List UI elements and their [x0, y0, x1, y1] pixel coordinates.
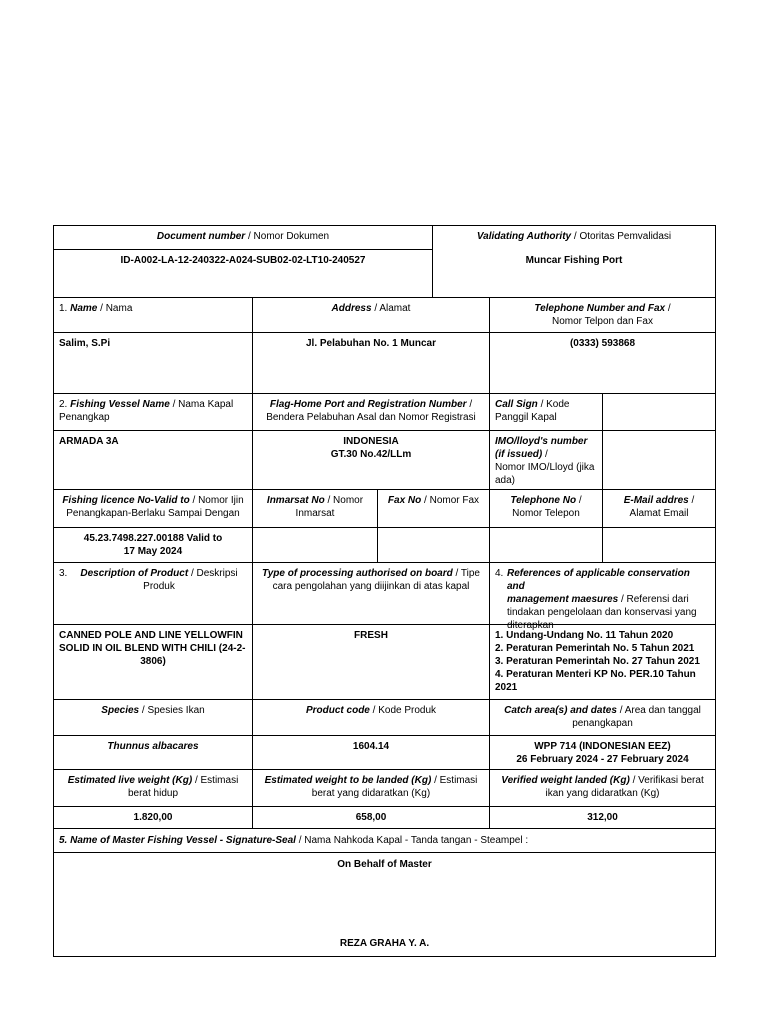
on-behalf-of-master: On Behalf of Master [337, 859, 432, 870]
product-code-value: 1604.14 [352, 741, 390, 752]
address-label-en: Address [331, 303, 372, 314]
species-label-id: / Spesies Ikan [141, 705, 205, 716]
references-label-id-2: tindakan pengelolaan dan konservasi yang [507, 607, 697, 618]
verified-weight-label-id-1: / Verifikasi berat [632, 775, 704, 786]
imo-label-id-2: Nomor IMO/Lloyd (jika [495, 462, 595, 473]
phone-fax-label-en: Telephone Number and Fax [534, 303, 666, 314]
flag-registration-label-en: Flag-Home Port and Registration Number [269, 399, 467, 410]
fax-label-en: Fax No [387, 495, 422, 506]
master-name: REZA GRAHA Y. A. [339, 938, 430, 949]
imo-label-en-2: (if issued) [495, 449, 543, 460]
flag-registration-label-slash: / [469, 399, 473, 410]
processing-type-value: FRESH [354, 630, 388, 641]
references-value [490, 626, 715, 699]
phone-fax-label-id: Nomor Telpon dan Fax [552, 316, 653, 327]
live-weight-label [54, 771, 252, 806]
live-weight-label-id-1: / Estimasi [194, 775, 239, 786]
processing-type-label-id-2: cara pengolahan yang diijinkan di atas kapal [272, 581, 470, 592]
section1-number: 1. [59, 303, 68, 314]
imo-label [490, 432, 602, 489]
reference-item: 2. Peraturan Pemerintah No. 5 Tahun 2021 [495, 643, 695, 654]
border-right [715, 225, 716, 957]
section2-number: 2. [59, 399, 68, 410]
product-description-label-en: Description of Product [80, 568, 189, 579]
catch-area-label-id-1: / Area dan tanggal [619, 705, 701, 716]
references-label-id-3: diterapkan [507, 620, 554, 631]
document-number-value: ID-A002-LA-12-240322-A024-SUB02-02-LT10-240527 [120, 255, 366, 266]
border-bottom [53, 956, 716, 957]
processing-type-label-en: Type of processing authorised on board [261, 568, 453, 579]
rule-licence-bottom [53, 562, 716, 563]
landed-weight-label-en: Estimated weight to be landed (Kg) [264, 775, 432, 786]
rule-col-d [602, 393, 603, 563]
document-number-label-id: / Nomor Dokumen [247, 231, 330, 242]
reference-item: 1. Undang-Undang No. 11 Tahun 2020 [495, 630, 674, 641]
fax-label [378, 491, 489, 527]
product-description-line-2: SOLID IN OIL BLEND WITH CHILI (24-2- [59, 643, 246, 654]
product-code-label [253, 701, 489, 735]
product-code-label-id: / Kode Produk [372, 705, 437, 716]
master-signature-label-en: 5. Name of Master Fishing Vessel - Signature-Seal [59, 835, 296, 846]
document-number-label-en: Document number [156, 231, 246, 242]
flag-registration-label-id: Bendera Pelabuhan Asal dan Nomor Registrasi [266, 412, 476, 423]
product-description-label [66, 564, 252, 624]
call-sign-label-id-2: Panggil Kapal [495, 412, 557, 423]
product-description-value [54, 626, 252, 699]
product-description-line-3: 3806) [140, 656, 166, 667]
telephone-label [490, 491, 602, 527]
processing-type-label-id-1: / Tipe [455, 568, 480, 579]
flag-value: INDONESIA [343, 436, 399, 447]
inmarsat-label-id-2: Inmarsat [295, 508, 335, 519]
rule-licence-label-bottom [53, 527, 716, 528]
reference-item: 3. Peraturan Pemerintah No. 27 Tahun 2021 [495, 656, 700, 667]
document-number-label [54, 227, 432, 249]
inmarsat-label-en: Inmarsat No [266, 495, 325, 506]
validating-authority-label [433, 227, 715, 249]
name-label [54, 299, 252, 332]
email-label-en: E-Mail addres [623, 495, 689, 506]
licence-label-id-1: / Nomor Ijin [192, 495, 244, 506]
call-sign-label-id-1: / Kode [540, 399, 570, 410]
landed-weight-label [253, 771, 489, 806]
verified-weight-value: 312,00 [587, 812, 618, 823]
email-label-id: Alamat Email [629, 508, 689, 519]
live-weight-value: 1.820,00 [133, 812, 173, 823]
species-value: Thunnus albacares [107, 741, 199, 752]
rule-weight-bottom [53, 828, 716, 829]
product-description-label-id-2: Produk [143, 581, 175, 592]
address-value: Jl. Pelabuhan No. 1 Muncar [305, 338, 437, 349]
licence-date-value: 17 May 2024 [123, 546, 183, 557]
catch-area-label [490, 701, 715, 735]
licence-label-en: Fishing licence No-Valid to [62, 495, 190, 506]
landed-weight-label-id-2: berat yang didaratkan (Kg) [311, 788, 431, 799]
vessel-name-label-en: Fishing Vessel Name [70, 399, 170, 410]
processing-type-label [253, 564, 489, 624]
master-signature-label [54, 831, 715, 852]
catch-area-label-id-2: penangkapan [572, 718, 633, 729]
live-weight-label-id-2: berat hidup [127, 788, 179, 799]
imo-label-slash: / [545, 449, 548, 460]
catch-area-value-1: WPP 714 (INDONESIAN EEZ) [534, 741, 671, 752]
rule-docnum-value-top [53, 249, 433, 250]
licence-label [54, 491, 252, 527]
email-label-slash: / [691, 495, 695, 506]
validating-authority-value: Muncar Fishing Port [525, 255, 623, 266]
border-top [53, 225, 716, 226]
section4-number: 4. [495, 568, 504, 579]
section3-number: 3. [59, 568, 68, 579]
imo-label-en-1: IMO/lloyd's number [495, 436, 588, 447]
flag-registration-label [253, 395, 489, 430]
imo-label-id-3: ada) [495, 475, 516, 486]
validating-authority-label-en: Validating Authority [476, 231, 572, 242]
references-label-id-1: / Referensi dari [620, 594, 689, 605]
references-label-en-2: management maesures [507, 594, 619, 605]
rule-s2-bottom [53, 489, 716, 490]
rule-species-bottom [53, 769, 716, 770]
flag-registration-value [253, 432, 489, 489]
product-description-label-id-1: / Deskripsi [190, 568, 238, 579]
rule-s2-label-bottom [53, 430, 716, 431]
inmarsat-label [253, 491, 377, 527]
master-signature-label-id: / Nama Nahkoda Kapal - Tanda tangan - Steampel : [298, 835, 529, 846]
licence-label-id-2: Penangkapan-Berlaku Sampai Dengan [66, 508, 240, 519]
telephone-label-en: Telephone No [510, 495, 577, 506]
validating-authority-label-id: / Otoritas Pemvalidasi [573, 231, 672, 242]
phone-fax-label [490, 299, 715, 332]
rule-s5-label-bottom [53, 852, 716, 853]
registration-value: GT.30 No.42/LLm [330, 449, 412, 460]
landed-weight-label-id-1: / Estimasi [434, 775, 478, 786]
vessel-name-label-id-2: Penangkap [59, 412, 110, 423]
references-label-en-1: References of applicable conservation and [507, 568, 690, 592]
call-sign-label-en: Call Sign [495, 399, 538, 410]
fax-label-id: / Nomor Fax [424, 495, 480, 506]
name-label-id: / Nama [100, 303, 133, 314]
rule-s1-label-bottom [53, 332, 716, 333]
vessel-name-label-id-1: / Nama Kapal [172, 399, 234, 410]
catch-area-value [490, 737, 715, 769]
telephone-label-id: Nomor Telepon [512, 508, 580, 519]
live-weight-label-en: Estimated live weight (Kg) [67, 775, 193, 786]
licence-number-value: 45.23.7498.227.00188 Valid to [83, 533, 223, 544]
rule-s3-bottom [53, 699, 716, 700]
product-description-line-1: CANNED POLE AND LINE YELLOWFIN [59, 630, 243, 641]
telephone-label-slash: / [578, 495, 582, 506]
rule-weight-label-bottom [53, 806, 716, 807]
address-label-id: / Alamat [374, 303, 411, 314]
species-label [54, 701, 252, 735]
email-label [603, 491, 715, 527]
product-code-label-en: Product code [305, 705, 370, 716]
rule-species-label-bottom [53, 735, 716, 736]
verified-weight-label [490, 771, 715, 806]
name-value: Salim, S.Pi [59, 338, 111, 349]
landed-weight-value: 658,00 [355, 812, 387, 823]
rule-s1-bottom [53, 393, 716, 394]
vessel-name-label [54, 395, 252, 430]
reference-item: 4. Peraturan Menteri KP No. PER.10 Tahun [495, 669, 696, 680]
verified-weight-label-id-2: ikan yang didaratkan (Kg) [545, 788, 660, 799]
call-sign-label [490, 395, 602, 430]
catch-dates-value: 26 February 2024 - 27 February 2024 [516, 754, 689, 765]
reference-item: 2021 [495, 682, 518, 693]
licence-value [54, 529, 252, 562]
references-label [502, 564, 715, 631]
phone-fax-label-slash: / [667, 303, 671, 314]
rule-header-bottom [53, 297, 716, 298]
verified-weight-label-en: Verified weight landed (Kg) [501, 775, 630, 786]
phone-fax-value: (0333) 593868 [569, 338, 636, 349]
address-label [253, 299, 489, 332]
vessel-name-value: ARMADA 3A [59, 436, 119, 447]
inmarsat-label-id-1: / Nomor [327, 495, 364, 506]
species-label-en: Species [101, 705, 140, 716]
catch-area-label-en: Catch area(s) and dates [504, 705, 617, 716]
name-label-en: Name [70, 303, 98, 314]
